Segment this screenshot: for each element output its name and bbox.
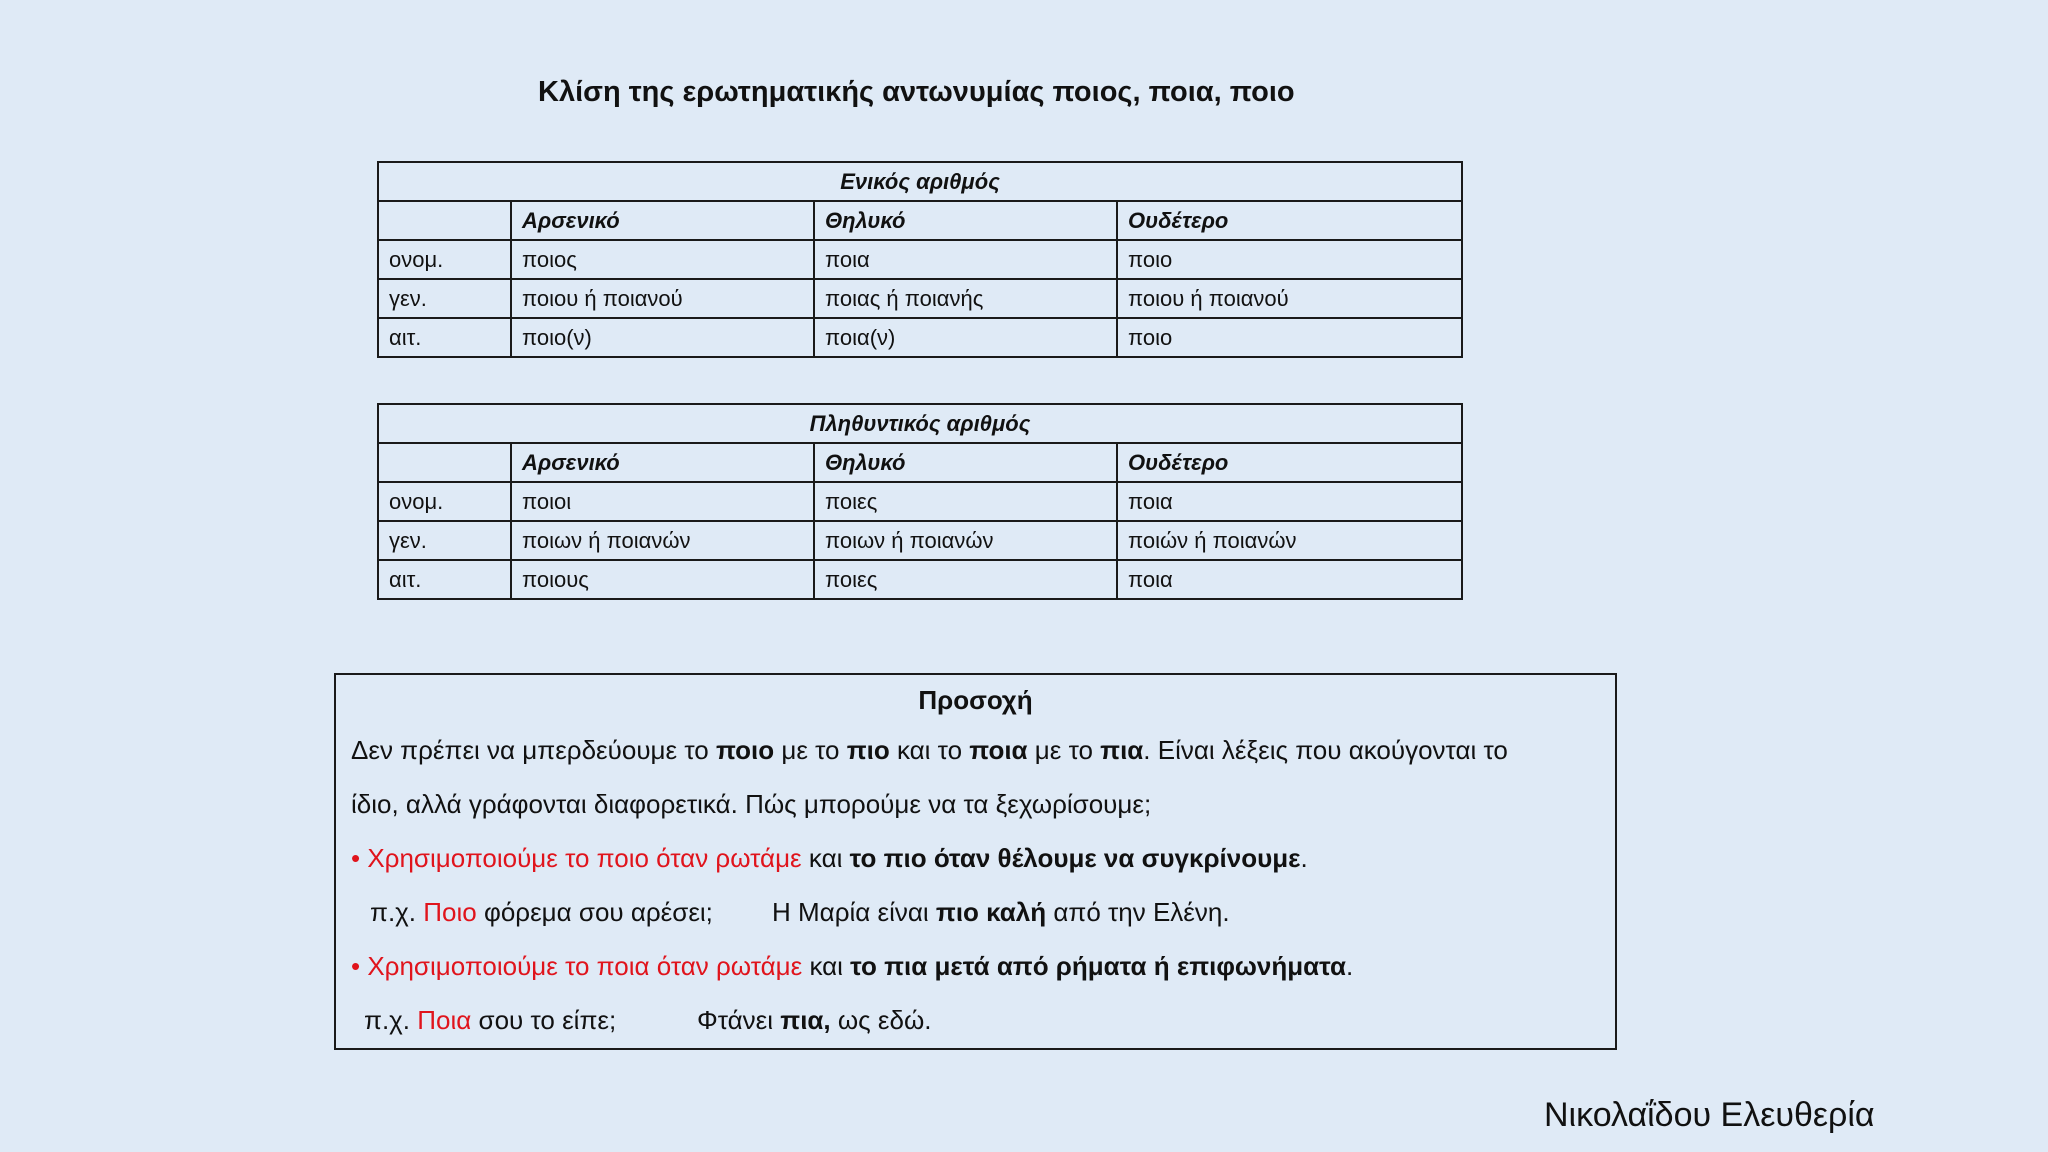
text: σου το είπε; <box>471 1005 617 1035</box>
table-cell: ποιου ή ποιανού <box>511 279 814 318</box>
example-highlight: Ποιο <box>423 897 477 927</box>
text: φόρεμα σου αρέσει; <box>476 897 713 927</box>
example-2 <box>772 897 1230 928</box>
text: Η Μαρία είναι <box>772 897 936 927</box>
example-2 <box>697 1005 932 1036</box>
note-line-2: ίδιο, αλλά γράφονται διαφορετικά. Πώς μπορούμε να τα ξεχωρίσουμε; <box>351 789 1152 819</box>
bold-text: ποιο <box>715 735 775 765</box>
header-cell <box>378 201 511 240</box>
plural-table <box>377 403 1463 600</box>
text: . <box>1300 843 1308 873</box>
attention-box <box>334 673 1617 1050</box>
table-cell: αιτ. <box>378 560 511 599</box>
note-line-5 <box>351 951 1353 982</box>
text: Φτάνει <box>697 1005 781 1035</box>
table-cell: ποιους <box>511 560 814 599</box>
rule-highlight: • Χρησιμοποιούμε το ποιο όταν ρωτάμε <box>351 843 802 873</box>
table-cell: ονομ. <box>378 240 511 279</box>
note-line-4 <box>370 897 1230 928</box>
table-cell: ποιών ή ποιανών <box>1117 521 1462 560</box>
text: . Είναι λέξεις που ακούγονται το <box>1143 735 1508 765</box>
text: Δεν πρέπει να μπερδεύουμε το <box>351 735 716 765</box>
attention-heading: Προσοχή <box>918 685 1033 715</box>
table-cell: ποιο <box>1117 240 1462 279</box>
note-line-1 <box>351 735 1508 766</box>
table-cell: ποια(ν) <box>814 318 1117 357</box>
author-name: Νικολαΐδου Ελευθερία <box>1544 1096 1875 1134</box>
singular-table <box>377 161 1463 358</box>
header-cell: Ουδέτερο <box>1117 443 1462 482</box>
text: με το <box>1027 735 1101 765</box>
table-row <box>378 521 1462 560</box>
text: π.χ. <box>370 897 424 927</box>
text: π.χ. <box>364 1005 418 1035</box>
table-row <box>378 560 1462 599</box>
table-row <box>378 482 1462 521</box>
header-cell: Αρσενικό <box>511 443 814 482</box>
bold-text: πια <box>1100 735 1144 765</box>
table-cell: ποια <box>1117 560 1462 599</box>
header-cell <box>378 443 511 482</box>
table-row <box>378 318 1462 357</box>
page-title: Κλίση της ερωτηματικής αντωνυμίας ποιος, ποια, ποιο <box>538 76 1295 108</box>
text: με το <box>774 735 847 765</box>
table-cell: ποιου ή ποιανού <box>1117 279 1462 318</box>
bold-text: πιο καλή <box>935 897 1047 927</box>
table-cell: ονομ. <box>378 482 511 521</box>
text: και το <box>889 735 970 765</box>
text: και <box>801 843 850 873</box>
header-cell: Θηλυκό <box>814 443 1117 482</box>
bold-text: ποια <box>969 735 1028 765</box>
text: και <box>802 951 851 981</box>
table-cell: ποιες <box>814 482 1117 521</box>
note-line-3 <box>351 843 1308 874</box>
header-cell: Αρσενικό <box>511 201 814 240</box>
bold-text: το πια μετά από ρήματα ή επιφωνήματα <box>850 951 1346 981</box>
example-highlight: Ποια <box>417 1005 472 1035</box>
table-cell: γεν. <box>378 521 511 560</box>
table-cell: ποιων ή ποιανών <box>511 521 814 560</box>
table-cell: γεν. <box>378 279 511 318</box>
bold-text: το πιο όταν θέλουμε να συγκρίνουμε <box>849 843 1301 873</box>
text: από την Ελένη. <box>1046 897 1230 927</box>
table-cell: ποιας ή ποιανής <box>814 279 1117 318</box>
table-cell: ποιο(ν) <box>511 318 814 357</box>
table-caption: Πληθυντικός αριθμός <box>378 404 1462 443</box>
table-cell: ποιοι <box>511 482 814 521</box>
bold-text: πια, <box>780 1005 831 1035</box>
table-cell: ποιων ή ποιανών <box>814 521 1117 560</box>
table-cell: ποια <box>1117 482 1462 521</box>
header-cell: Θηλυκό <box>814 201 1117 240</box>
note-line-6 <box>364 1005 932 1036</box>
table-row <box>378 240 1462 279</box>
text: . <box>1345 951 1354 981</box>
table-cell: αιτ. <box>378 318 511 357</box>
rule-highlight: • Χρησιμοποιούμε το ποια όταν ρωτάμε <box>351 951 803 981</box>
table-cell: ποιος <box>511 240 814 279</box>
table-row <box>378 279 1462 318</box>
table-cell: ποια <box>814 240 1117 279</box>
bold-text: πιο <box>846 735 890 765</box>
text: ως εδώ. <box>830 1005 932 1035</box>
table-cell: ποιο <box>1117 318 1462 357</box>
table-cell: ποιες <box>814 560 1117 599</box>
header-cell: Ουδέτερο <box>1117 201 1462 240</box>
table-caption: Ενικός αριθμός <box>378 162 1462 201</box>
